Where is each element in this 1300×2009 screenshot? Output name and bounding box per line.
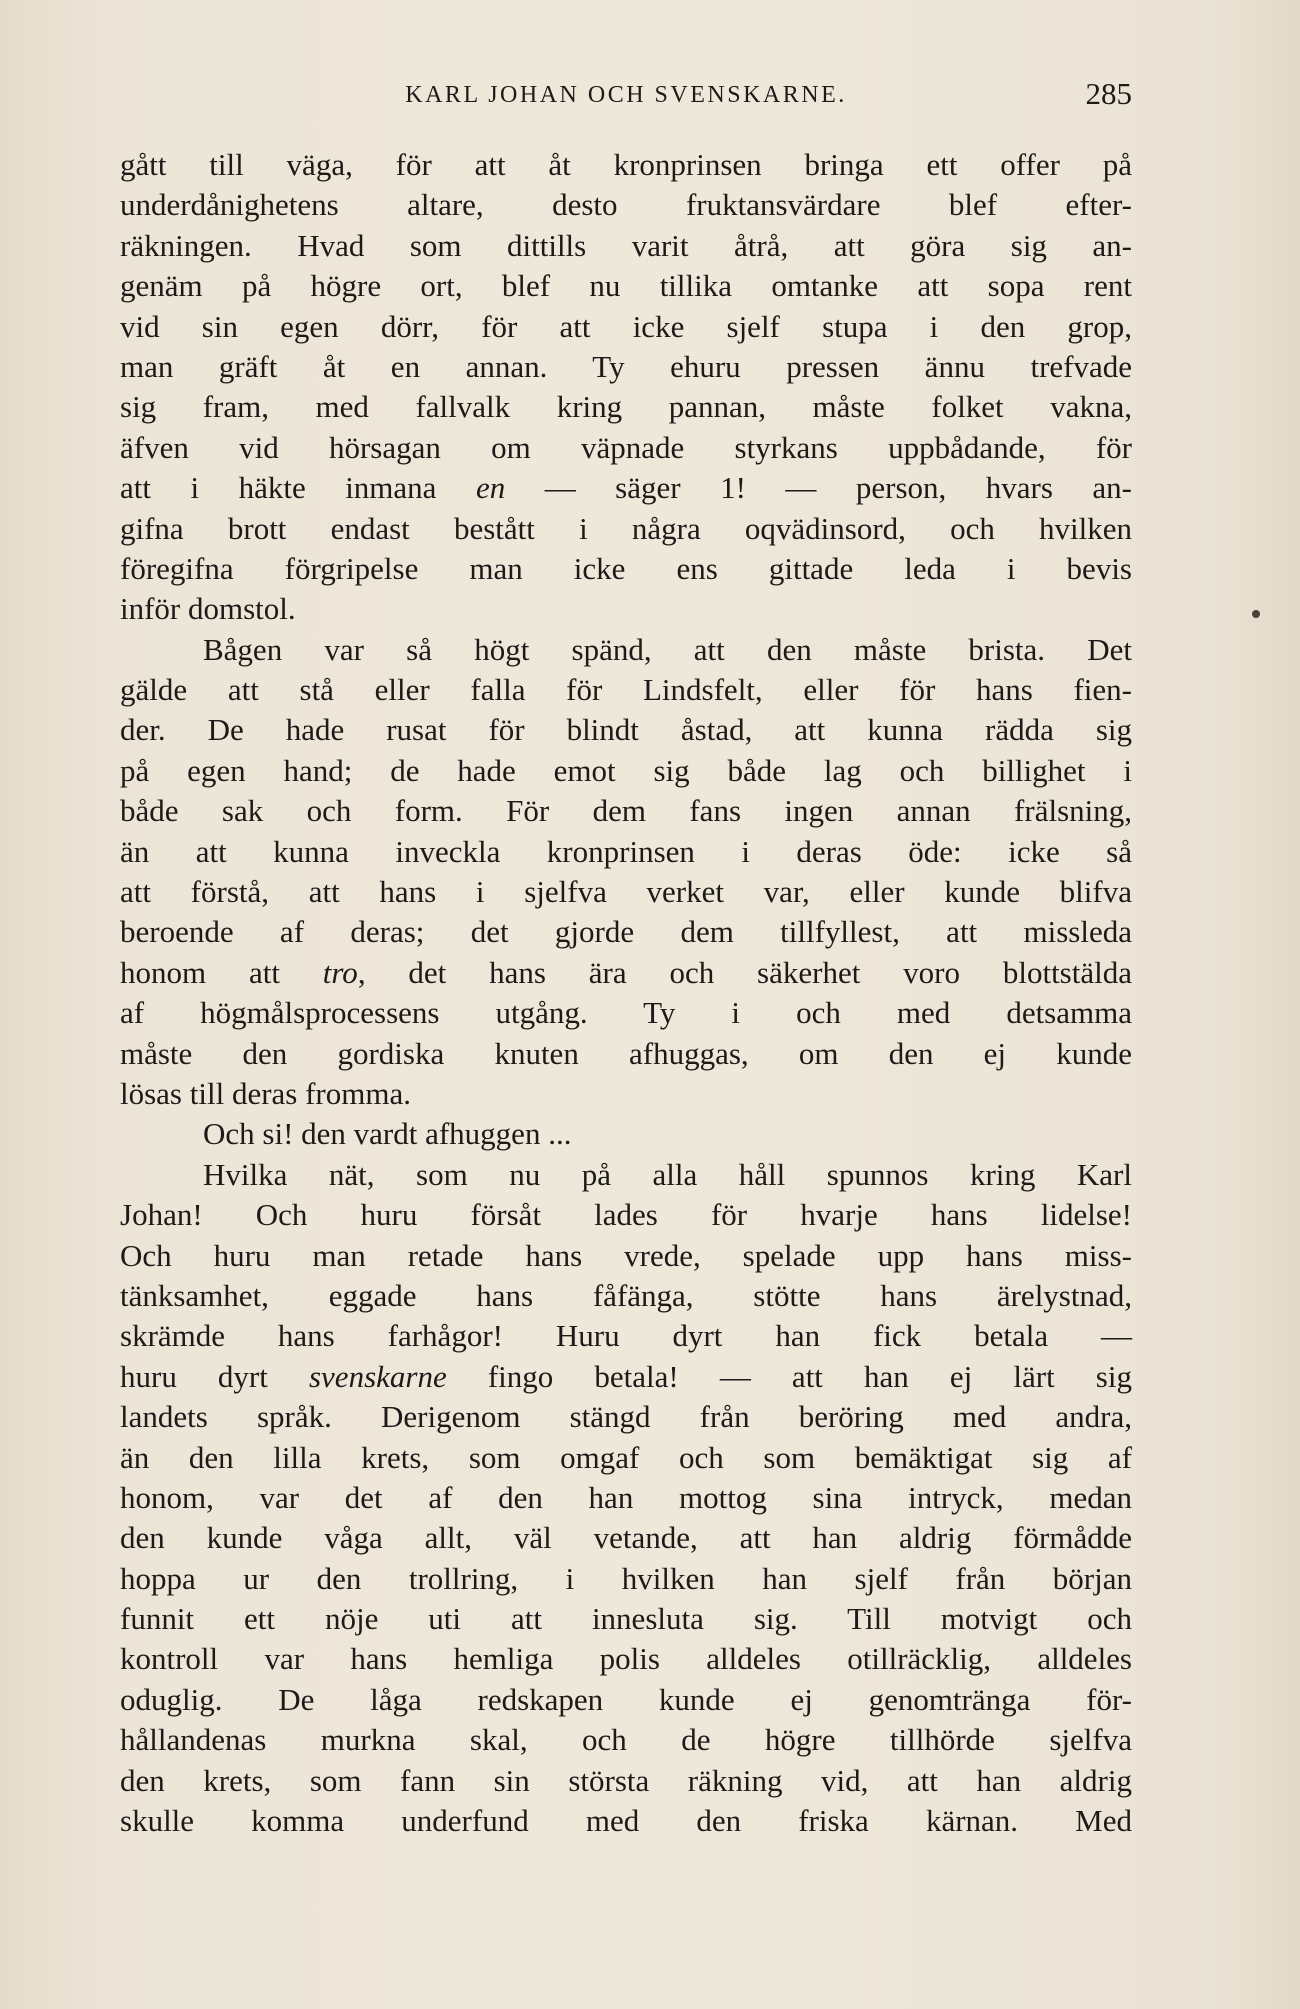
- text-line: funnit ett nöje uti att innesluta sig. Till motvigt och: [120, 1601, 1132, 1637]
- text-line: beroende af deras; det gjorde dem tillfyllest, att missleda: [120, 914, 1132, 950]
- text-line: [120, 1357, 1132, 1397]
- text-segment: — säger 1! — person, hvars an-: [505, 470, 1132, 506]
- text-line: Hvilka nät, som nu på alla håll spunnos kring Karl: [203, 1156, 1132, 1192]
- running-title: KARL JOHAN OCH SVENSKARNE.: [405, 82, 847, 108]
- text-segment: fingo betala! — att han ej lärt sig: [446, 1358, 1132, 1394]
- text-line: underdånighetens altare, desto fruktansvärdare blef efter-: [120, 187, 1132, 223]
- text-line: äfven vid hörsagan om väpnade styrkans uppbådande, för: [120, 429, 1132, 465]
- text-line: skrämde hans farhågor! Huru dyrt han fick betala —: [120, 1318, 1132, 1354]
- text-line: måste den gordiska knuten afhuggas, om den ej kunde: [120, 1035, 1132, 1071]
- text-line: både sak och form. För dem fans ingen annan frälsning,: [120, 793, 1132, 829]
- text-line: lösas till deras fromma.: [120, 1075, 411, 1111]
- text-line: [120, 953, 1132, 993]
- text-line: tänksamhet, eggade hans fåfänga, stötte hans ärelystnad,: [120, 1277, 1132, 1313]
- text-line: man gräft åt en annan. Ty ehuru pressen ännu trefvade: [120, 348, 1132, 384]
- text-line: der. De hade rusat för blindt åstad, att kunna rädda sig: [120, 712, 1132, 748]
- body-text: [120, 145, 1132, 1841]
- text-line: på egen hand; de hade emot sig både lag och billighet i: [120, 752, 1132, 788]
- text-segment: , det hans ära och säkerhet voro blottstälda: [357, 954, 1132, 990]
- text-line: inför domstol.: [120, 591, 296, 627]
- text-line: oduglig. De låga redskapen kunde ej genomtränga för-: [120, 1681, 1132, 1717]
- text-line: Och si! den vardt afhuggen ...: [203, 1116, 572, 1152]
- text-line: genäm på högre ort, blef nu tillika omtanke att sopa rent: [120, 268, 1132, 304]
- text-line: räkningen. Hvad som dittills varit åtrå, att göra sig an-: [120, 227, 1132, 263]
- text-line: af högmålsprocessens utgång. Ty i och med detsamma: [120, 995, 1132, 1031]
- text-line: att förstå, att hans i sjelfva verket var, eller kunde blifva: [120, 874, 1132, 910]
- text-line: hoppa ur den trollring, i hvilken han sjelf från början: [120, 1560, 1132, 1596]
- text-line: Bågen var så högt spänd, att den måste brista. Det: [203, 631, 1132, 667]
- text-line: än den lilla krets, som omgaf och som bemäktigat sig af: [120, 1439, 1132, 1475]
- running-head: [120, 76, 1132, 116]
- text-line: kontroll var hans hemliga polis alldeles otillräcklig, alldeles: [120, 1641, 1132, 1677]
- text-line: landets språk. Derigenom stängd från beröring med andra,: [120, 1399, 1132, 1435]
- text-segment: att i häkte inmana: [120, 470, 476, 506]
- text-line: hållandenas murkna skal, och de högre tillhörde sjelfva: [120, 1722, 1132, 1758]
- text-line: än att kunna inveckla kronprinsen i deras öde: icke så: [120, 833, 1132, 869]
- text-segment: honom att: [120, 954, 323, 990]
- text-line: gått till väga, för att åt kronprinsen bringa ett offer på: [120, 147, 1132, 182]
- ink-speck: [1252, 610, 1260, 618]
- text-line: Och huru man retade hans vrede, spelade upp hans miss-: [120, 1237, 1132, 1273]
- text-line: den kunde våga allt, väl vetande, att han aldrig förmådde: [120, 1520, 1132, 1556]
- text-line: vid sin egen dörr, för att icke sjelf stupa i den grop,: [120, 308, 1132, 344]
- emphasized-word: svenskarne: [308, 1358, 447, 1394]
- text-line: sig fram, med fallvalk kring pannan, måste folket vakna,: [120, 389, 1132, 425]
- text-line: honom, var det af den han mottog sina intryck, medan: [120, 1479, 1132, 1515]
- text-line: skulle komma underfund med den friska kärnan. Med: [120, 1803, 1132, 1839]
- text-line: föregifna förgripelse man icke ens gittade leda i bevis: [120, 550, 1132, 586]
- page-number: 285: [1085, 76, 1132, 111]
- text-line: [120, 468, 1132, 508]
- text-line: den krets, som fann sin största räkning vid, att han aldrig: [120, 1762, 1132, 1798]
- text-segment: huru dyrt: [120, 1358, 309, 1394]
- text-line: gifna brott endast bestått i några oqvädinsord, och hvilken: [120, 510, 1132, 546]
- emphasized-word: tro: [322, 954, 358, 990]
- text-line: Johan! Och huru försåt lades för hvarje hans lidelse!: [120, 1197, 1132, 1233]
- text-line: gälde att stå eller falla för Lindsfelt, eller för hans fien-: [120, 672, 1132, 708]
- emphasized-word: en: [475, 470, 506, 506]
